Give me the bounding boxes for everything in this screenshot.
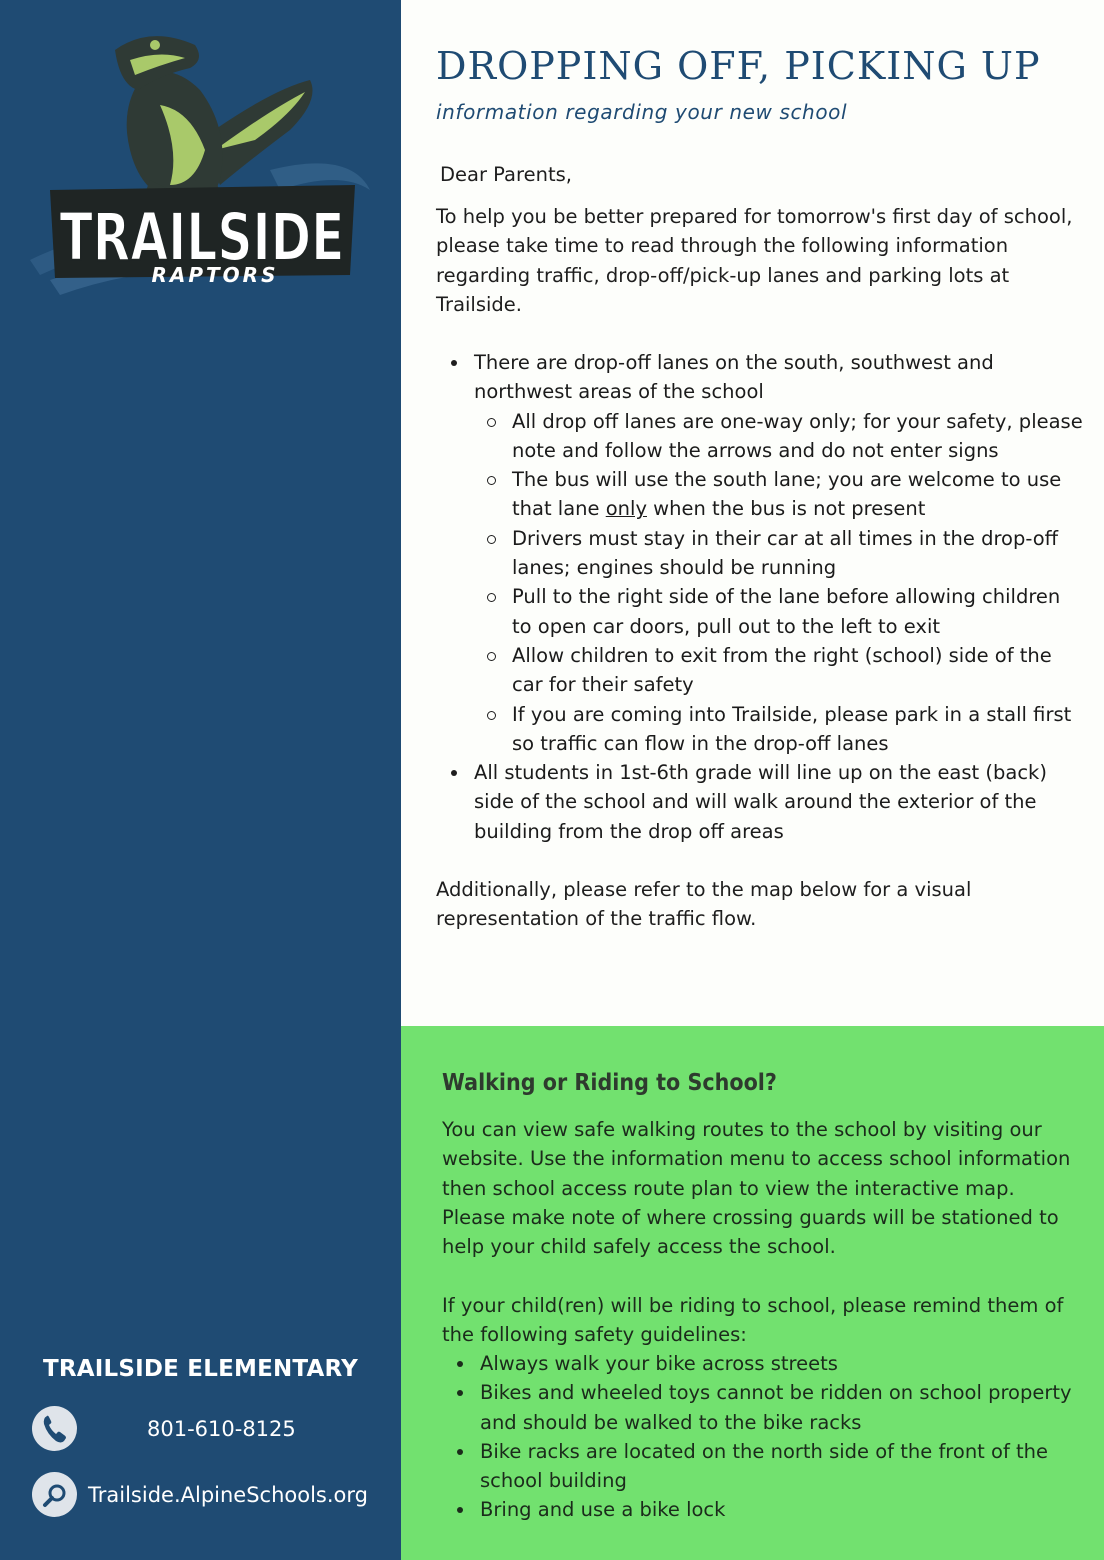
list-item-text: There are drop-off lanes on the south, southwest and northwest areas of the school: [474, 351, 994, 404]
walking-title: Walking or Riding to School?: [442, 1070, 777, 1096]
list-item: Bikes and wheeled toys cannot be ridden on school property and should be walked to the bike racks: [442, 1378, 1082, 1437]
list-item: Allow children to exit from the right (school) side of the car for their safety: [474, 641, 1086, 700]
list-item: Bring and use a bike lock: [442, 1495, 1082, 1524]
closing-paragraph: Additionally, please refer to the map below for a visual representation of the traffic flow.: [436, 878, 972, 931]
walking-paragraph: You can view safe walking routes to the school by visiting our website. Use the information menu to access school information then school access route plan to view the interactive map. Please make note of where crossing guards will be stationed to help your child safely access the school.: [442, 1118, 1071, 1259]
search-icon: [32, 1472, 77, 1517]
list-item: Pull to the right side of the lane before allowing children to open car doors, pull out to the left to exit: [474, 582, 1086, 641]
website-link[interactable]: Trailside.AlpineSchools.org: [88, 1482, 368, 1507]
list-item: All students in 1st-6th grade will line up on the east (back) side of the school and will walk around the exterior of the building from the drop off areas: [436, 758, 1086, 846]
list-item: All drop off lanes are one-way only; for your safety, please note and follow the arrows and do not enter signs: [474, 407, 1086, 466]
list-item-text: when the bus is not present: [646, 497, 926, 521]
page-title: DROPPING OFF, PICKING UP: [436, 44, 1041, 88]
list-item: Always walk your bike across streets: [442, 1349, 1082, 1378]
list-item: [436, 348, 1086, 758]
sidebar: [0, 0, 401, 1560]
logo-sub: RAPTORS: [151, 263, 279, 287]
raptors-logo: [20, 20, 380, 340]
list-item: Bike racks are located on the north side of the front of the school building: [442, 1437, 1082, 1496]
phone-row: [32, 1406, 296, 1451]
dropoff-sublist: [474, 407, 1086, 759]
list-item: Drivers must stay in their car at all times in the drop-off lanes; engines should be running: [474, 524, 1086, 583]
walking-section: [401, 1026, 1104, 1560]
list-item: [474, 465, 1086, 524]
website-row: [32, 1472, 368, 1517]
list-item: If you are coming into Trailside, please park in a stall first so traffic can flow in the drop-off lanes: [474, 700, 1086, 759]
list-item-text: The bus will use the south lane; you are welcome to use that lane: [512, 468, 1062, 521]
main-content: [401, 0, 1104, 1026]
phone-number[interactable]: 801-610-8125: [147, 1416, 296, 1441]
school-name: TRAILSIDE ELEMENTARY: [42, 1356, 359, 1382]
dropoff-list: [436, 348, 1086, 846]
greeting: Dear Parents,: [440, 163, 572, 186]
intro-paragraph: To help you be better prepared for tomorrow's first day of school, please take time to read through the following information regarding traffic, drop-off/pick-up lanes and parking lots at Trailside.: [436, 205, 1073, 316]
phone-icon: [32, 1406, 77, 1451]
riding-paragraph: If your child(ren) will be riding to school, please remind them of the following safety guidelines:: [442, 1294, 1064, 1347]
page-subtitle: information regarding your new school: [436, 100, 848, 124]
emphasis-only: only: [605, 497, 647, 521]
bike-safety-list: [442, 1349, 1082, 1525]
logo-word: TRAILSIDE: [59, 199, 345, 276]
